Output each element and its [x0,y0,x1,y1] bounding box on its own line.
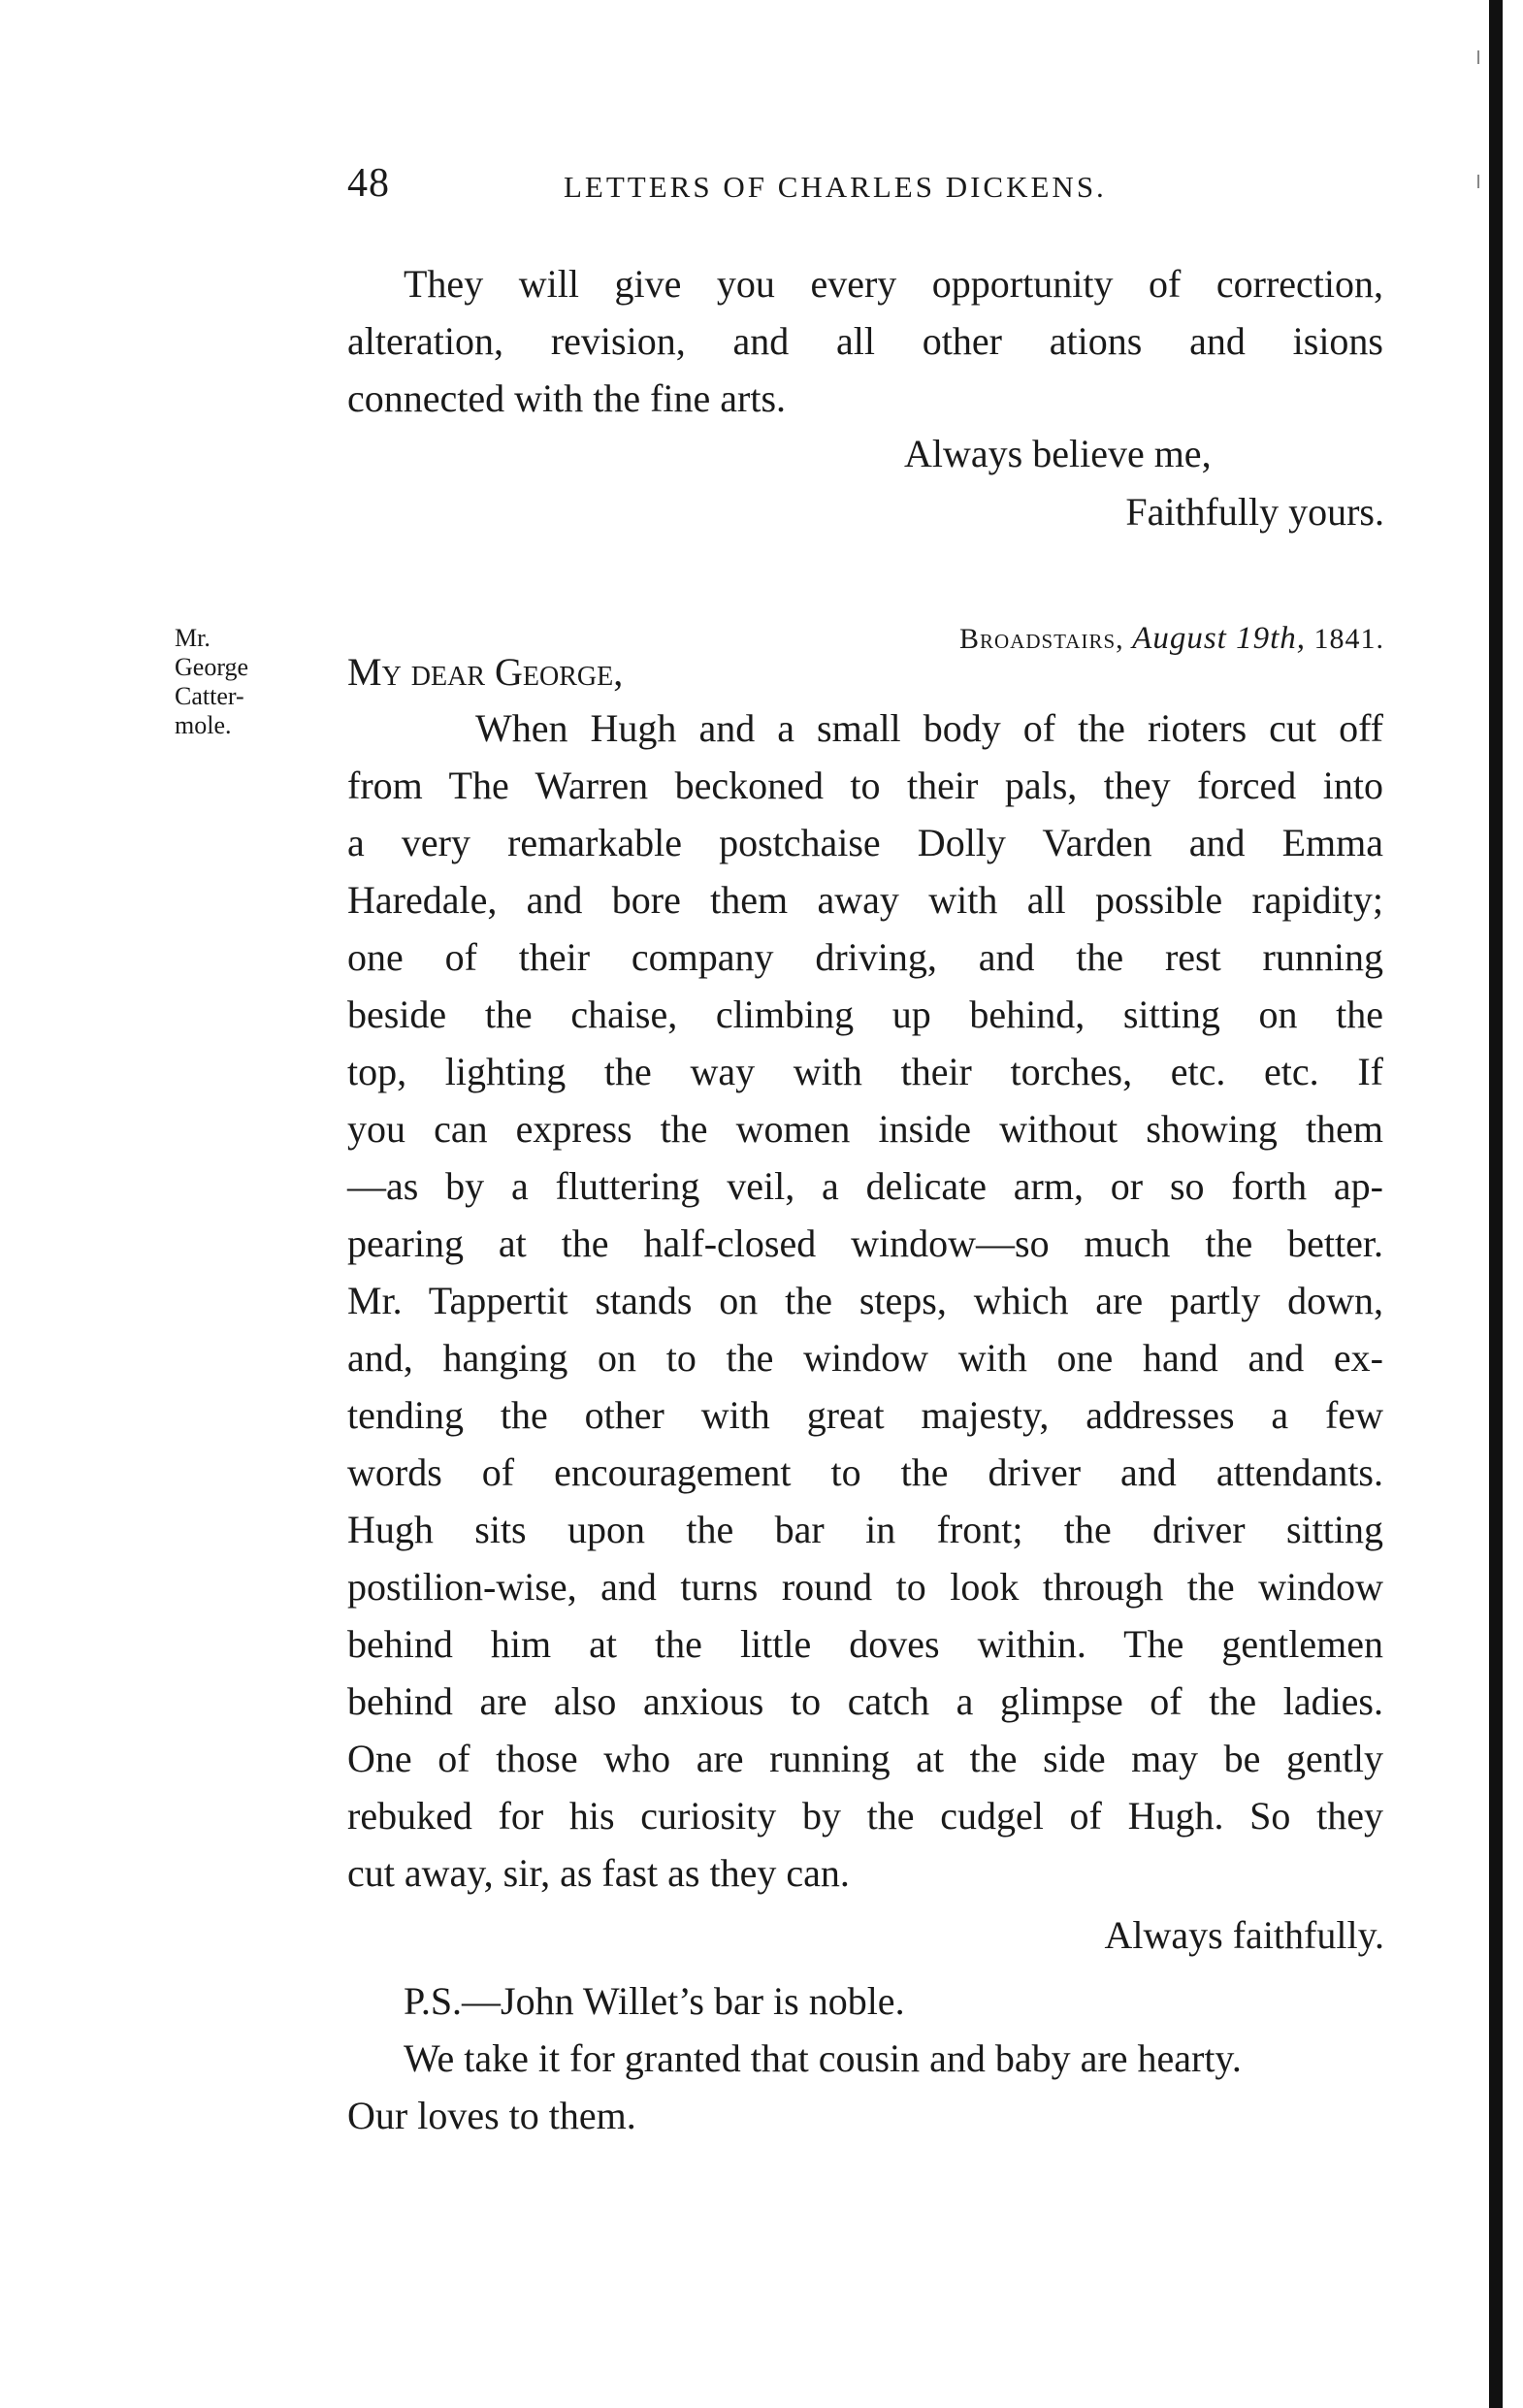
text-line: a very remarkable postchaise Dolly Varden and Emma [347,821,1383,864]
dateline-year: 1841. [1313,623,1384,655]
text-line: postilion-wise, and turns round to look through the window [347,1565,1383,1609]
page-edge-rule [1489,0,1503,2408]
text-line: beside the chaise, climbing up behind, sitting on the [347,992,1383,1036]
text-line: Haredale, and bore them away with all possible rapidity; [347,878,1383,922]
postscript-line: P.S.—John Willet’s bar is noble. [404,1979,905,2023]
text-line: They will give you every opportunity of correction, [404,262,1383,306]
text-line: tending the other with great majesty, addresses a few [347,1393,1383,1437]
postscript-line: We take it for granted that cousin and baby are hearty. [404,2036,1242,2080]
margin-note-line: Mr. [175,624,211,652]
text-line: top, lighting the way with their torches, etc. etc. If [347,1050,1383,1093]
margin-note [175,624,291,740]
scan-mark [1477,50,1479,64]
text-line: behind him at the little doves within. The gentlemen [347,1622,1383,1666]
text-line: connected with the fine arts. [347,376,787,420]
closing-line: Always believe me, [904,432,1212,475]
text-line: words of encouragement to the driver and attendants. [347,1450,1383,1494]
text-line: Mr. Tappertit stands on the steps, which are partly down, [347,1279,1383,1322]
margin-note-line: George [175,653,249,681]
dateline-place: Broadstairs, [958,623,1124,655]
salutation: My dear George, [347,650,624,694]
text-line: cut away, sir, as fast as they can. [347,1851,850,1895]
text-line: rebuked for his curiosity by the cudgel of Hugh. So they [347,1794,1383,1838]
dateline-month: August 19th, [1132,621,1306,656]
text-line: One of those who are running at the side may be gently [347,1737,1383,1780]
text-line: and, hanging on to the window with one hand and ex- [347,1336,1383,1380]
text-line: you can express the women inside without showing them [347,1107,1383,1151]
text-line: alteration, revision, and all other ations and isions [347,319,1383,363]
postscript-line: Our loves to them. [347,2094,636,2137]
text-line: one of their company driving, and the rest running [347,935,1383,979]
page-header [347,160,1390,218]
margin-note-line: mole. [175,711,232,739]
text-line: pearing at the half-closed window—so much the better. [347,1221,1383,1265]
dateline [959,616,1384,662]
text-line: behind are also anxious to catch a glimpse of the ladies. [347,1679,1383,1723]
running-head: LETTERS OF CHARLES DICKENS. [564,170,1107,204]
text-line: Hugh sits upon the bar in front; the driver sitting [347,1508,1383,1551]
page-number: 48 [347,161,390,206]
text-line: from The Warren beckoned to their pals, they forced into [347,764,1383,807]
margin-note-line: Catter- [175,682,244,710]
closing-line: Always faithfully. [1104,1913,1384,1957]
text-line: When Hugh and a small body of the rioters cut off [475,706,1383,750]
text-line: —as by a fluttering veil, a delicate arm, or so forth ap- [347,1164,1383,1208]
signoff-line: Faithfully yours. [1125,490,1384,534]
scan-mark [1477,175,1479,188]
